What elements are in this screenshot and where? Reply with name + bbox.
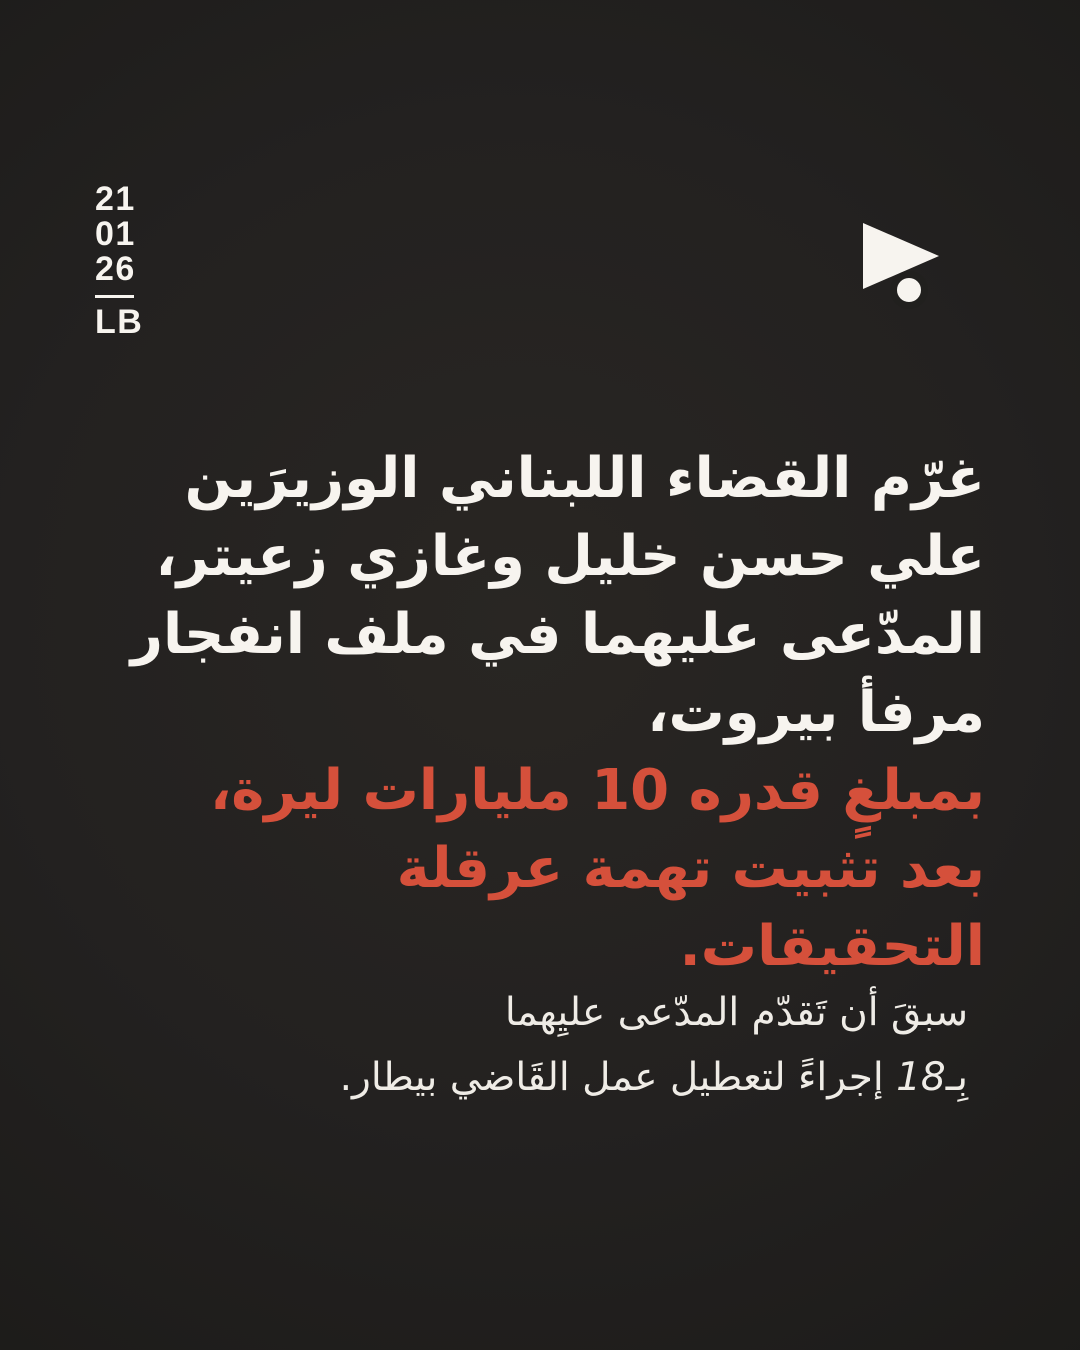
headline-line-1: غرّم القضاء اللبناني الوزيرَين: [184, 446, 985, 511]
date-stamp: [95, 182, 143, 340]
date-year: 26: [95, 250, 136, 288]
date-month: 01: [95, 215, 136, 253]
footnote-number: 18: [896, 1055, 946, 1100]
headline-line-3: المدّعى عليهما في ملف انفجار مرفأ بيروت،: [130, 602, 985, 745]
country-code: LB: [95, 303, 144, 341]
footnote-line-1: سبقَ أن تَقدّم المدّعى عليِهما: [504, 990, 968, 1035]
megaphone-logo: [856, 216, 948, 312]
footnote-prefix: بِـ: [945, 1055, 968, 1100]
headline: [105, 440, 985, 986]
footnote-line-2: [88, 1045, 968, 1110]
footnote-rest: إجراءً لتعطيل عمل القَاضي بيطار.: [339, 1055, 897, 1100]
headline-line-4-highlight: بمبلغٍ قدره 10 مليارات ليرة،: [210, 758, 985, 823]
headline-line-5-highlight: بعد تثبيت تهمة عرقلة التحقيقات.: [396, 836, 985, 979]
headline-line-2: علي حسن خليل وغازي زعيتر،: [155, 524, 985, 589]
logo-dot-icon: [894, 275, 925, 306]
date-divider: [95, 295, 134, 298]
date-day: 21: [95, 180, 136, 218]
footnote: [88, 980, 968, 1110]
